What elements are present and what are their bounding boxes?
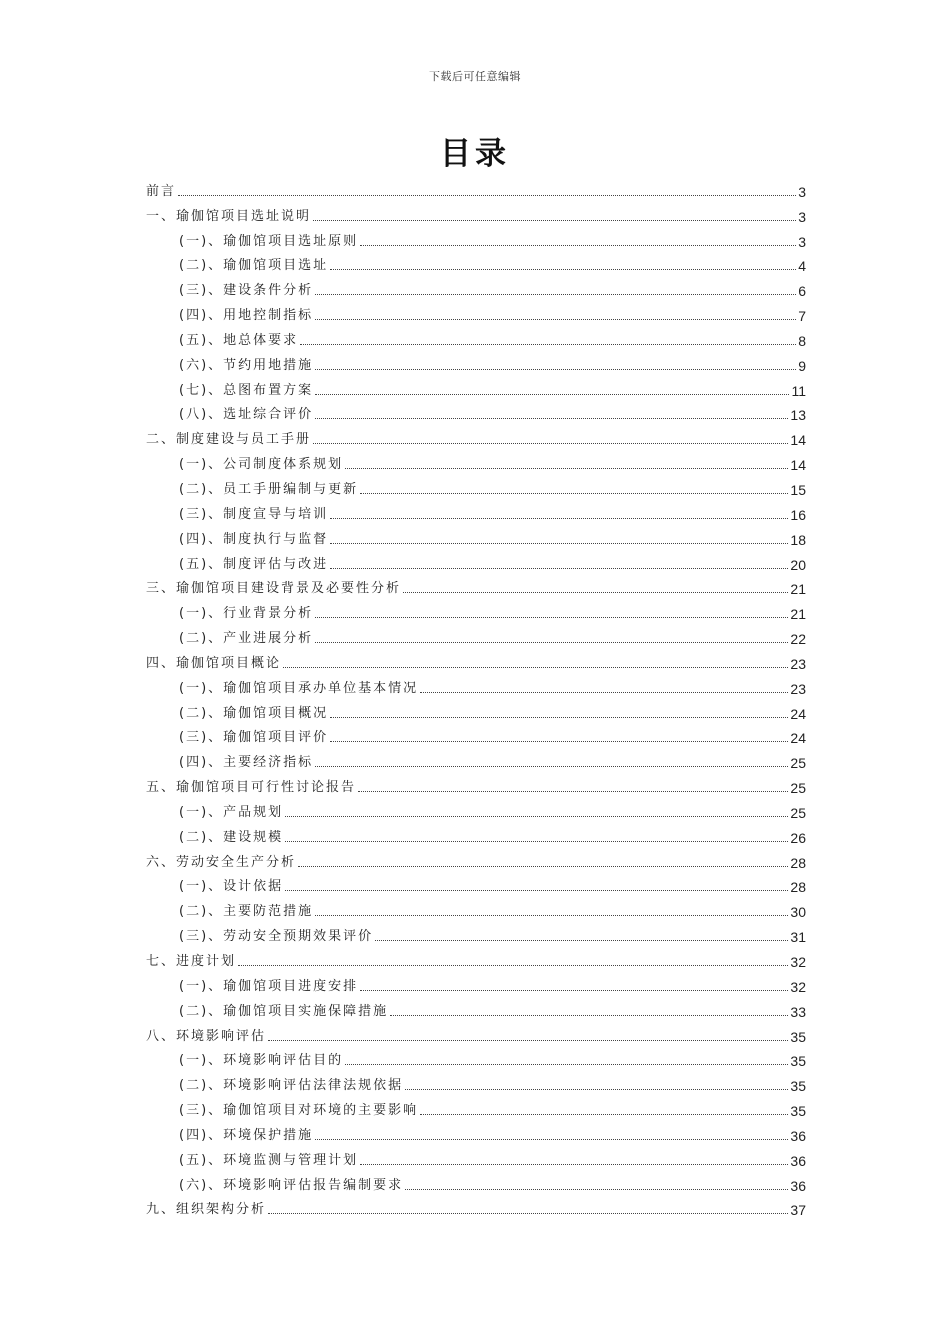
toc-entry-page: 25 [790, 780, 806, 797]
toc-dot-leader [315, 294, 796, 295]
toc-entry-page: 35 [790, 1053, 806, 1070]
toc-dot-leader [360, 493, 788, 494]
toc-dot-leader [313, 220, 796, 221]
toc-entry-page: 33 [790, 1003, 806, 1020]
toc-entry-page: 14 [790, 432, 806, 449]
toc-entry-label: 一、瑜伽馆项目选址说明 [146, 208, 312, 224]
toc-entry-label: (二)、主要防范措施 [179, 904, 314, 920]
toc-dot-leader [315, 369, 796, 370]
toc-dot-leader [358, 791, 788, 792]
toc-entry-label: (一)、瑜伽馆项目承办单位基本情况 [179, 680, 419, 696]
toc-entry-label: (二)、产业进展分析 [179, 631, 314, 647]
toc-dot-leader [238, 965, 788, 966]
toc-entry[interactable] [146, 746, 806, 771]
toc-dot-leader [330, 717, 788, 718]
toc-dot-leader [315, 394, 789, 395]
toc-entry-label: (六)、节约用地措施 [179, 357, 314, 373]
toc-entry-label: (三)、制度宣导与培训 [179, 506, 329, 522]
toc-entry-label: (四)、制度执行与监督 [179, 531, 329, 547]
toc-dot-leader [360, 1164, 788, 1165]
toc-dot-leader [298, 866, 788, 867]
toc-dot-leader [345, 1064, 788, 1065]
toc-entry-page: 32 [790, 978, 806, 995]
toc-entry-label: (四)、环境保护措施 [179, 1127, 314, 1143]
toc-entry[interactable] [146, 647, 806, 672]
toc-entry[interactable] [146, 225, 806, 250]
toc-entry-page: 35 [790, 1028, 806, 1045]
toc-entry-page: 14 [790, 457, 806, 474]
toc-entry[interactable] [146, 821, 806, 846]
toc-entry-page: 22 [790, 631, 806, 648]
toc-dot-leader [345, 468, 788, 469]
toc-entry-label: (四)、主要经济指标 [179, 755, 314, 771]
toc-entry[interactable] [146, 299, 806, 324]
toc-entry[interactable] [146, 895, 806, 920]
toc-entry[interactable] [146, 871, 806, 896]
toc-dot-leader [330, 741, 788, 742]
toc-entry-page: 4 [798, 258, 806, 275]
toc-entry-page: 25 [790, 804, 806, 821]
toc-entry[interactable] [146, 523, 806, 548]
toc-entry-page: 9 [798, 357, 806, 374]
toc-entry[interactable] [146, 374, 806, 399]
toc-entry-label: (一)、瑜伽馆项目选址原则 [179, 233, 359, 249]
toc-entry-page: 23 [790, 655, 806, 672]
toc-entry-page: 3 [798, 183, 806, 200]
toc-entry[interactable] [146, 672, 806, 697]
toc-dot-leader [360, 245, 796, 246]
toc-entry[interactable] [146, 1144, 806, 1169]
toc-entry-page: 36 [790, 1177, 806, 1194]
toc-entry-page: 15 [790, 481, 806, 498]
toc-entry-page: 25 [790, 755, 806, 772]
toc-entry[interactable] [146, 771, 806, 796]
toc-entry[interactable] [146, 399, 806, 424]
toc-entry-page: 20 [790, 556, 806, 573]
toc-entry[interactable] [146, 250, 806, 275]
header-note: 下载后可任意编辑 [429, 70, 521, 83]
toc-entry[interactable] [146, 349, 806, 374]
toc-dot-leader [285, 841, 788, 842]
toc-dot-leader [313, 443, 788, 444]
toc-entry-label: (二)、瑜伽馆项目概况 [179, 705, 329, 721]
toc-entry-page: 3 [798, 233, 806, 250]
toc-entry-label: (七)、总图布置方案 [179, 382, 314, 398]
toc-dot-leader [420, 1114, 788, 1115]
toc-title: 目录 [440, 136, 510, 172]
toc-entry-label: (三)、瑜伽馆项目评价 [179, 730, 329, 746]
toc-entry[interactable] [146, 1045, 806, 1070]
toc-dot-leader [283, 667, 788, 668]
toc-entry-label: (二)、瑜伽馆项目选址 [179, 258, 329, 274]
toc-dot-leader [315, 915, 788, 916]
toc-entry-label: 七、进度计划 [146, 954, 237, 969]
toc-entry-label: (一)、瑜伽馆项目进度安排 [179, 978, 359, 994]
toc-entry[interactable] [146, 597, 806, 622]
toc-entry[interactable] [146, 1020, 806, 1045]
toc-entry-page: 36 [790, 1152, 806, 1169]
toc-entry-label: (五)、环境监测与管理计划 [179, 1152, 359, 1168]
toc-entry[interactable] [146, 1069, 806, 1094]
toc-dot-leader [315, 642, 788, 643]
toc-entry-label: (三)、瑜伽馆项目对环境的主要影响 [179, 1103, 419, 1119]
toc-dot-leader [315, 617, 788, 618]
toc-entry[interactable] [146, 1194, 806, 1219]
toc-entry[interactable] [146, 498, 806, 523]
toc-entry[interactable] [146, 1169, 806, 1194]
toc-entry-page: 37 [790, 1202, 806, 1219]
toc-entry-page: 13 [790, 407, 806, 424]
toc-entry[interactable] [146, 945, 806, 970]
toc-entry-page: 16 [790, 506, 806, 523]
toc-entry-page: 24 [790, 705, 806, 722]
toc-entry-page: 23 [790, 680, 806, 697]
toc-dot-leader [330, 568, 788, 569]
toc-entry[interactable] [146, 1119, 806, 1144]
toc-entry[interactable] [146, 970, 806, 995]
toc-dot-leader [268, 1040, 788, 1041]
toc-dot-leader [375, 940, 788, 941]
toc-dot-leader [420, 692, 788, 693]
toc-dot-leader [330, 543, 788, 544]
toc-entry-label: (三)、劳动安全预期效果评价 [179, 929, 374, 945]
toc-dot-leader [405, 1089, 788, 1090]
toc-dot-leader [285, 816, 788, 817]
toc-entry-page: 11 [791, 382, 806, 399]
toc-entry[interactable] [146, 423, 806, 448]
toc-dot-leader [268, 1213, 788, 1214]
toc-entry-page: 30 [790, 904, 806, 921]
toc-dot-leader [390, 1015, 788, 1016]
toc-entry-label: 前言 [146, 183, 177, 199]
toc-entry-page: 21 [790, 581, 806, 598]
toc-entry-label: 八、环境影响评估 [146, 1028, 267, 1044]
toc-dot-leader [330, 269, 796, 270]
toc-entry-label: (一)、环境影响评估目的 [179, 1053, 344, 1069]
toc-dot-leader [360, 990, 788, 991]
toc-entry[interactable] [146, 473, 806, 498]
toc-entry[interactable] [146, 274, 806, 299]
toc-entry[interactable] [146, 622, 806, 647]
toc-entry-page: 3 [798, 208, 806, 225]
toc-entry[interactable] [146, 175, 806, 200]
toc-dot-leader [315, 418, 788, 419]
toc-entry-label: (一)、行业背景分析 [179, 606, 314, 622]
toc-entry[interactable] [146, 200, 806, 225]
toc-entry[interactable] [146, 920, 806, 945]
toc-dot-leader [178, 195, 796, 196]
toc-entry-label: (六)、环境影响评估报告编制要求 [179, 1177, 404, 1193]
toc-dot-leader [315, 319, 796, 320]
toc-entry-label: (三)、建设条件分析 [179, 283, 314, 299]
toc-entry[interactable] [146, 846, 806, 871]
toc-entry-label: (二)、瑜伽馆项目实施保障措施 [179, 1003, 389, 1019]
toc-entry-page: 21 [790, 606, 806, 623]
toc-entry-label: (一)、产品规划 [179, 804, 284, 820]
toc-entry-page: 32 [790, 954, 806, 970]
toc-entry-label: (二)、建设规模 [179, 829, 284, 845]
toc-entry-label: (五)、制度评估与改进 [179, 556, 329, 572]
toc-entry-label: 四、瑜伽馆项目概论 [146, 655, 282, 671]
table-of-contents [146, 175, 806, 1218]
toc-entry[interactable] [146, 1094, 806, 1119]
toc-entry-label: (二)、员工手册编制与更新 [179, 481, 359, 497]
toc-entry-label: (一)、设计依据 [179, 879, 284, 895]
toc-entry-page: 26 [790, 829, 806, 846]
toc-entry[interactable] [146, 324, 806, 349]
toc-dot-leader [330, 518, 788, 519]
toc-entry-label: (一)、公司制度体系规划 [179, 457, 344, 473]
toc-entry-label: 二、制度建设与员工手册 [146, 432, 312, 448]
toc-entry[interactable] [146, 697, 806, 722]
toc-entry-page: 6 [798, 283, 806, 300]
toc-entry-label: 六、劳动安全生产分析 [146, 854, 297, 870]
toc-entry-label: (四)、用地控制指标 [179, 308, 314, 324]
toc-dot-leader [405, 1189, 788, 1190]
toc-entry-label: (八)、选址综合评价 [179, 407, 314, 423]
toc-entry-page: 36 [790, 1127, 806, 1144]
toc-entry-page: 28 [790, 879, 806, 896]
toc-entry-page: 7 [798, 308, 806, 325]
toc-entry-label: (二)、环境影响评估法律法规依据 [179, 1078, 404, 1094]
toc-entry-label: 九、组织架构分析 [146, 1202, 267, 1218]
toc-entry[interactable] [146, 573, 806, 598]
toc-entry-page: 35 [790, 1103, 806, 1120]
toc-entry-label: (五)、地总体要求 [179, 332, 299, 348]
toc-dot-leader [300, 344, 796, 345]
toc-entry[interactable] [146, 722, 806, 747]
toc-dot-leader [315, 1139, 788, 1140]
toc-entry[interactable] [146, 448, 806, 473]
toc-entry-page: 28 [790, 854, 806, 871]
toc-entry[interactable] [146, 995, 806, 1020]
toc-entry[interactable] [146, 548, 806, 573]
toc-dot-leader [315, 766, 788, 767]
toc-entry-page: 18 [790, 531, 806, 548]
toc-entry-page: 24 [790, 730, 806, 747]
toc-entry-label: 五、瑜伽馆项目可行性讨论报告 [146, 780, 357, 796]
toc-dot-leader [403, 592, 788, 593]
toc-entry-page: 8 [798, 332, 806, 349]
toc-entry-page: 35 [790, 1078, 806, 1095]
toc-dot-leader [285, 890, 788, 891]
toc-entry-label: 三、瑜伽馆项目建设背景及必要性分析 [146, 581, 402, 597]
toc-entry[interactable] [146, 796, 806, 821]
toc-entry-page: 31 [790, 929, 806, 946]
